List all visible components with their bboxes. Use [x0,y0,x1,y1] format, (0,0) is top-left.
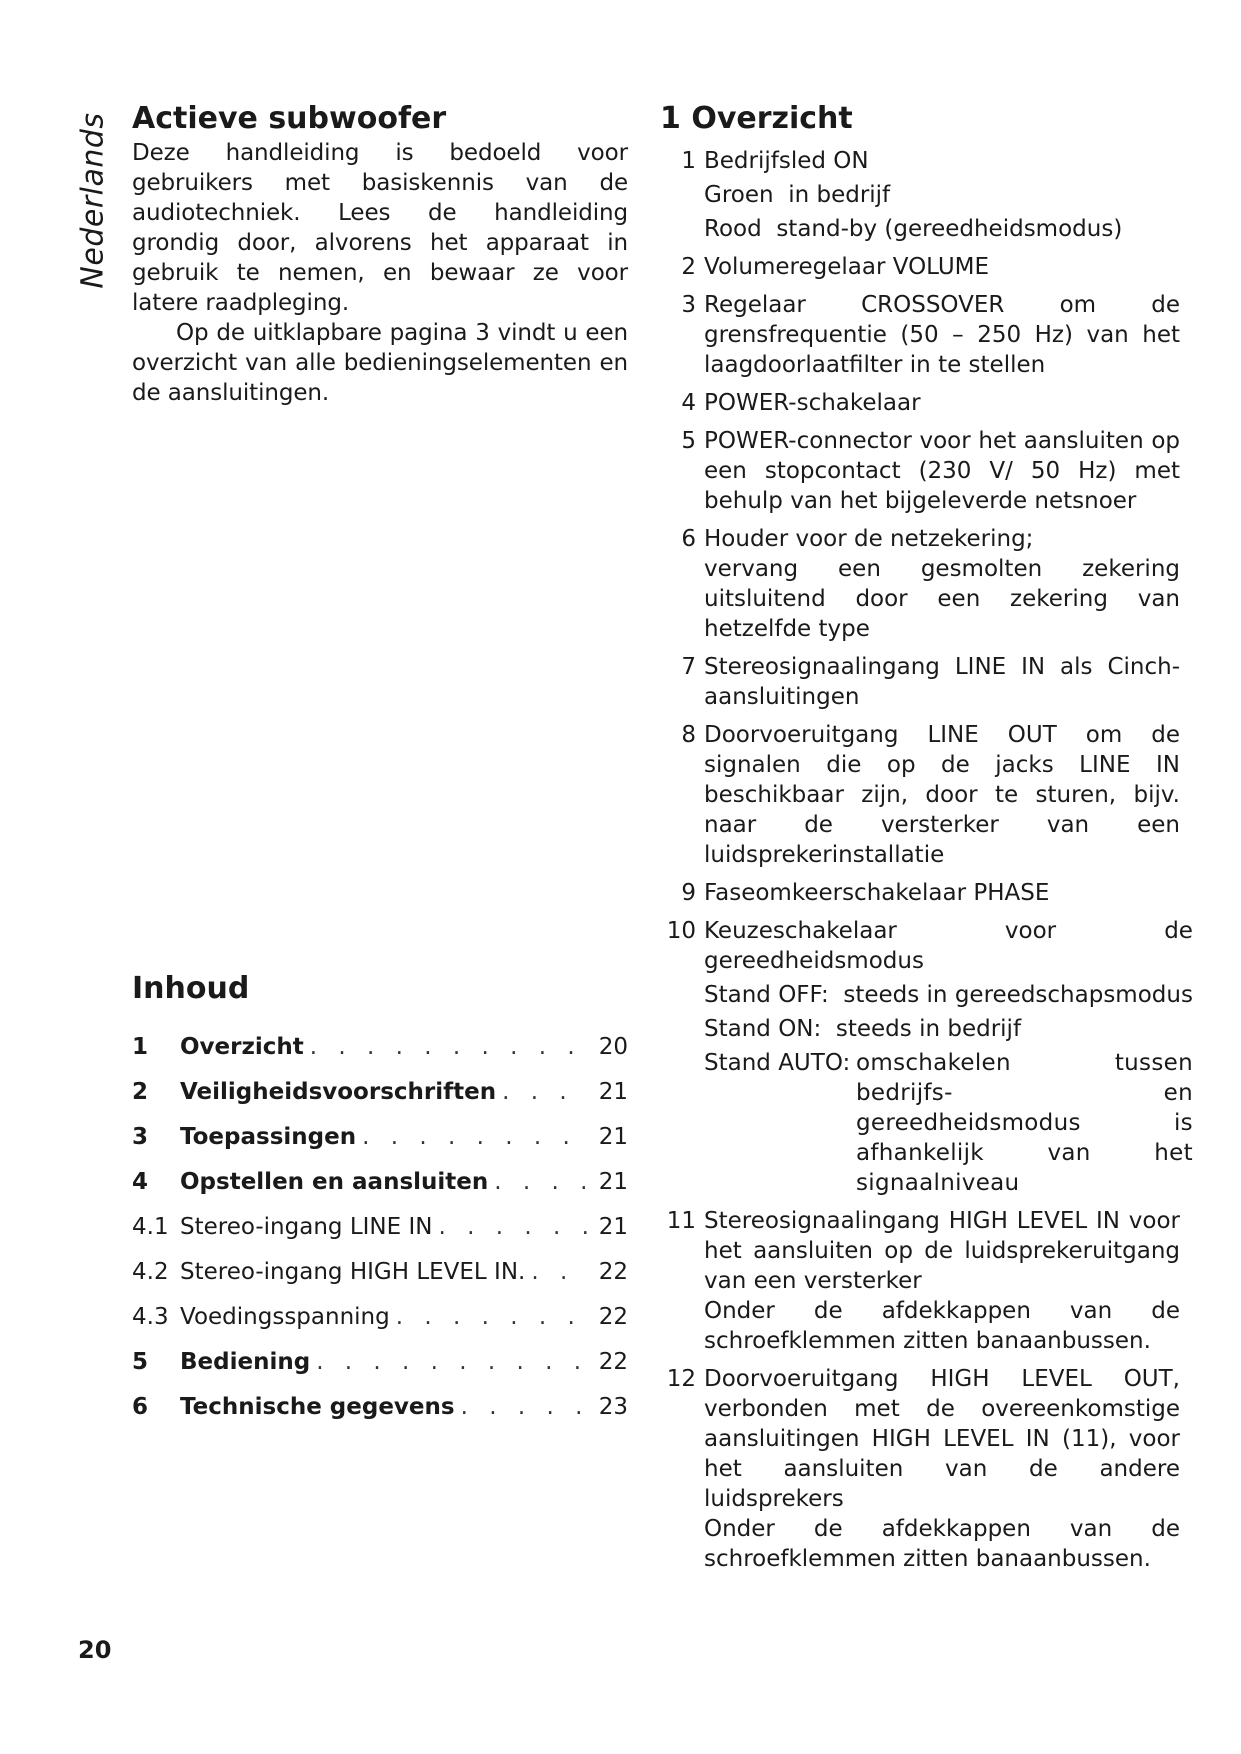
overview-item-text: Onder de afdekkappen van de schroefklemmen zitten banaanbussen. [704,1516,1180,1572]
overview-item-subtext: Stand OFF: steeds in gereedschapsmodus [704,982,1193,1008]
toc-leader-dots [531,1257,588,1287]
toc-entry-number: 2 [132,1079,149,1105]
toc-entry-number: 3 [132,1124,149,1150]
overview-item-number: 5 [681,428,696,454]
toc-leader-dots [461,1392,588,1422]
toc-entry[interactable] [132,1347,628,1392]
overview-item-number: 8 [681,722,696,748]
stand-auto-row [704,1048,1193,1198]
toc-entry-title: Veiligheidsvoorschriften [180,1079,497,1105]
toc-entry-number: 4.2 [132,1259,169,1285]
overview-item-text: POWER-connector voor het aansluiten op een stopcontact (230 V/ 50 Hz) met behulp van het bijgeleverde netsnoer [704,428,1180,514]
intro-heading: Actieve subwoofer [132,101,447,136]
toc-entry-page: 22 [598,1259,628,1285]
overview-item-text: Regelaar CROSSOVER om de grensfrequentie (50 – 250 Hz) van het laagdoorlaatfilter in te stellen [704,292,1180,378]
overview-item-number: 12 [666,1366,696,1392]
overview-item-number: 2 [681,254,696,280]
overview-item [660,878,1180,908]
toc-leader-dots [502,1077,588,1107]
toc-entry[interactable] [132,1077,628,1122]
overview-item-subtext: Stand ON: steeds in bedrijf [704,1016,1022,1042]
overview-item [660,290,1180,380]
toc-entry-page: 21 [598,1169,628,1195]
overview-item-number: 11 [666,1208,696,1234]
toc-entry[interactable] [132,1167,628,1212]
overview-item-number: 3 [681,292,696,318]
toc-entry-page: 21 [598,1124,628,1150]
overview-item-number: 6 [681,526,696,552]
intro-paragraph-2: Op de uitklapbare pagina 3 vindt u een overzicht van alle bedieningselementen en de aansluitingen. [132,320,628,406]
toc-entry[interactable] [132,1392,628,1437]
overview-item-text: Faseomkeerschakelaar PHASE [704,880,1050,906]
toc-entry[interactable] [132,1122,628,1167]
stand-auto-description: omschakelen tussen bedrijfs- en gereedheidsmodus is afhankelijk van het signaalniveau [856,1050,1193,1196]
toc-entry-page: 23 [598,1394,628,1420]
overview-item [660,916,1193,1198]
table-of-contents [132,970,628,1437]
overview-item-text: Houder voor de netzekering; [704,526,1034,552]
overview-item-text: Doorvoeruitgang LINE OUT om de signalen die op de jacks LINE IN beschikbaar zijn, door te sturen, bijv. naar de versterker van een luidsprekerinstallatie [704,722,1180,868]
overview-item-number: 7 [681,654,696,680]
toc-entry[interactable] [132,1257,628,1302]
overview-list [660,146,1193,1574]
overview-item-text: vervang een gesmolten zekering uitsluitend door een zekering van hetzelfde type [704,556,1180,642]
toc-entry-title: Stereo-ingang HIGH LEVEL IN. [180,1259,526,1285]
toc-entry[interactable] [132,1212,628,1257]
overview-item-text: Onder de afdekkappen van de schroefklemmen zitten banaanbussen. [704,1298,1180,1354]
toc-entry-page: 20 [598,1034,628,1060]
language-tab [58,100,128,300]
toc-entry-title: Technische gegevens [180,1394,455,1420]
overview-item-subtext: Groen in bedrijf [704,182,891,208]
overview-item-subtext: Rood stand-by (gereedheidsmodus) [704,216,1123,242]
overview-item [660,426,1180,516]
toc-entry-number: 1 [132,1034,149,1060]
overview-item-text: POWER-schakelaar [704,390,921,416]
toc-leader-dots [438,1212,588,1242]
overview-item-text: Doorvoeruitgang HIGH LEVEL OUT, verbonden met de overeenkomstige aansluitingen HIGH LEVEL IN (11), voor het aansluiten van de andere luidsprekers [704,1366,1180,1512]
toc-entry-title: Overzicht [180,1034,304,1060]
toc-entry[interactable] [132,1032,628,1077]
overview-heading: 1 Overzicht [660,101,853,136]
overview-item [660,524,1180,644]
intro-section [132,100,628,408]
overview-item [660,252,1180,282]
overview-item-number: 1 [681,148,696,174]
overview-item-text: Stereosignaalingang LINE IN als Cinch-aansluitingen [704,654,1180,710]
toc-entry-number: 5 [132,1349,149,1375]
overview-item [660,652,1180,712]
overview-item [660,388,1180,418]
language-label: Nederlands [75,111,111,289]
toc-entry-page: 21 [598,1079,628,1105]
overview-item-text: Keuzeschakelaar voor de gereedheidsmodus [704,918,1193,974]
overview-item [660,146,1180,244]
overview-item-number: 4 [681,390,696,416]
toc-entry-title: Toepassingen [180,1124,357,1150]
toc-entry-title: Opstellen en aansluiten [180,1169,489,1195]
page-number: 20 [78,1636,112,1664]
toc-entry-title: Bediening [180,1349,311,1375]
overview-item-text: Volumeregelaar VOLUME [704,254,990,280]
toc-heading: Inhoud [132,971,250,1006]
toc-entry[interactable] [132,1302,628,1347]
toc-entry-page: 22 [598,1349,628,1375]
overview-item [660,1206,1180,1356]
intro-paragraph-1: Deze handleiding is bedoeld voor gebruikers met basiskennis van de audiotechniek. Lees de handleiding grondig door, alvorens het apparaat in gebruik te nemen, en bewaar ze voor latere raadpleging. [132,140,628,316]
overview-item [660,720,1180,870]
overview-section [660,100,1193,1582]
toc-entry-number: 4.1 [132,1214,169,1240]
toc-entry-title: Stereo-ingang LINE IN [180,1214,433,1240]
toc-leader-dots [362,1122,588,1152]
toc-leader-dots [316,1347,588,1377]
overview-item-number: 9 [681,880,696,906]
toc-entry-number: 4 [132,1169,149,1195]
toc-entry-page: 22 [598,1304,628,1330]
toc-entry-number: 4.3 [132,1304,169,1330]
overview-item-number: 10 [666,918,696,944]
overview-item-text: Bedrijfsled ON [704,148,869,174]
toc-leader-dots [494,1167,588,1197]
toc-leader-dots [396,1302,588,1332]
overview-item-text: Stereosignaalingang HIGH LEVEL IN voor het aansluiten op de luidsprekeruitgang van een versterker [704,1208,1180,1294]
stand-auto-label: Stand AUTO: [704,1050,851,1076]
toc-entry-title: Voedingsspanning [180,1304,390,1330]
toc-entry-number: 6 [132,1394,149,1420]
toc-leader-dots [310,1032,588,1062]
overview-item [660,1364,1180,1574]
toc-entry-page: 21 [598,1214,628,1240]
